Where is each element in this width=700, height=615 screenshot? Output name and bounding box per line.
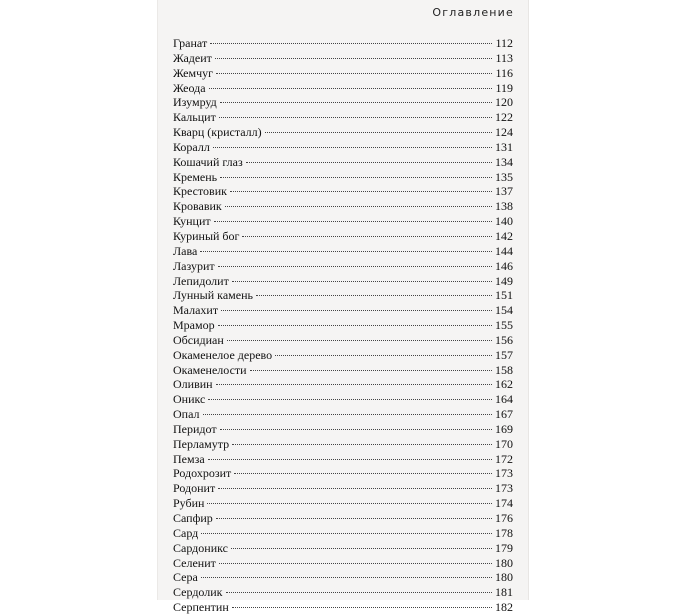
toc-entry-page-number: 142 [495,228,513,243]
toc-entry-page-number: 156 [495,332,513,347]
toc-entry-page-number: 173 [495,481,513,496]
toc-entry-page-number: 154 [495,303,513,318]
toc-entry [173,585,513,600]
toc-entry [173,125,513,140]
toc-entry [173,51,513,66]
toc-entry-page-number: 176 [495,511,513,525]
dot-leader [250,370,492,371]
toc-entry-page-number: 138 [495,199,513,214]
toc-entry-title: Сард [173,525,199,540]
toc-entry [173,481,513,496]
toc-entry [173,556,513,571]
toc-entry-page-number: 119 [495,80,513,95]
toc-entry-title: Гранат [173,36,208,50]
toc-entry [173,526,513,541]
toc-entry-page-number: 172 [495,451,513,466]
toc-entry-page-number: 137 [495,184,513,199]
dot-leader [208,399,492,400]
toc-entry [173,303,513,318]
toc-entry-title: Кальцит [173,110,216,125]
toc-entry-page-number: 167 [495,407,513,422]
toc-entry [173,541,513,556]
toc-entry [173,81,513,96]
toc-entry-title: Кварц (кристалл) [173,125,262,140]
toc-entry [173,140,513,155]
toc-entry-title: Сапфир [173,511,213,525]
toc-entry [173,110,513,125]
dot-leader [200,251,492,252]
dot-leader [246,162,492,163]
toc-entry-page-number: 180 [495,555,513,570]
toc-entry-title: Кунцит [173,214,211,229]
dot-leader [227,340,492,341]
toc-entry-page-number: 140 [495,214,513,229]
toc-entry-title: Родонит [173,481,216,496]
dot-leader [220,429,492,430]
toc-entry [173,511,513,526]
toc-entry-title: Серпентин [173,600,229,615]
toc-entry-title: Родохрозит [173,466,232,481]
toc-entry-page-number: 134 [495,154,513,169]
toc-entry [173,570,513,585]
toc-entry-title: Куриный бог [173,228,240,243]
toc-entry-title: Кремень [173,169,218,184]
toc-entry-title: Перламутр [173,436,230,451]
toc-entry-title: Жемчуг [173,65,214,80]
dot-leader [234,473,492,474]
toc-entry-title: Кровавик [173,199,222,214]
toc-entry-title: Жадеит [173,50,212,65]
toc-entry [173,184,513,199]
dot-leader [215,58,493,59]
toc-entry-title: Окаменелое дерево [173,347,273,362]
table-of-contents [173,36,513,615]
toc-entry-title: Опал [173,407,200,422]
toc-entry-title: Рубин [173,496,205,511]
dot-leader [208,459,492,460]
toc-entry [173,259,513,274]
dot-leader [230,191,492,192]
toc-entry-title: Обсидиан [173,332,224,347]
toc-entry-page-number: 170 [495,436,513,451]
toc-entry-page-number: 158 [495,362,513,377]
toc-entry [173,600,513,615]
toc-entry-title: Лунный камень [173,288,253,303]
toc-entry [173,214,513,229]
toc-entry-page-number: 155 [495,318,513,333]
toc-entry [173,452,513,467]
toc-entry-title: Сардоникс [173,540,228,555]
toc-entry [173,437,513,452]
dot-leader [203,414,492,415]
toc-entry-title: Оливин [173,377,213,392]
toc-entry-page-number: 124 [495,125,513,140]
toc-entry-page-number: 164 [495,392,513,407]
toc-entry-page-number: 149 [495,273,513,288]
toc-entry [173,377,513,392]
toc-entry [173,155,513,170]
toc-entry [173,392,513,407]
dot-leader [220,102,492,103]
toc-entry-page-number: 174 [495,496,513,511]
toc-entry-title: Мрамор [173,318,215,333]
toc-entry [173,66,513,81]
toc-entry [173,288,513,303]
toc-entry [173,407,513,422]
toc-entry-page-number: 131 [495,139,513,154]
toc-entry-page-number: 180 [495,570,513,585]
toc-entry-page-number: 113 [495,50,513,65]
toc-entry-title: Крестовик [173,184,227,199]
toc-entry [173,333,513,348]
dot-leader [210,43,492,44]
toc-entry-page-number: 151 [495,288,513,303]
toc-entry [173,363,513,378]
toc-entry-title: Жеода [173,80,206,95]
toc-entry-page-number: 122 [495,110,513,125]
toc-entry-page-number: 135 [495,169,513,184]
dot-leader [216,518,492,519]
toc-entry [173,199,513,214]
toc-entry-page-number: 146 [495,258,513,273]
dot-leader [207,503,492,504]
toc-entry-page-number: 181 [495,585,513,600]
dot-leader [231,548,492,549]
toc-entry [173,274,513,289]
toc-entry-title: Окаменелости [173,362,247,377]
dot-leader [226,592,492,593]
toc-entry [173,348,513,363]
dot-leader [275,355,492,356]
dot-leader [221,310,492,311]
toc-entry-title: Перидот [173,421,217,436]
toc-entry-page-number: 162 [495,377,513,392]
dot-leader [225,206,492,207]
toc-entry-title: Сердолик [173,585,223,600]
dot-leader [242,236,492,237]
dot-leader [232,607,492,608]
toc-entry-page-number: 112 [495,36,513,50]
toc-entry-title: Изумруд [173,95,217,110]
toc-entry [173,318,513,333]
toc-entry-title: Лава [173,243,198,258]
toc-entry [173,170,513,185]
toc-entry [173,244,513,259]
dot-leader [201,533,492,534]
dot-leader [201,577,492,578]
dot-leader [213,147,492,148]
dot-leader [209,88,493,89]
dot-leader [219,563,492,564]
toc-entry-page-number: 157 [495,347,513,362]
toc-entry-page-number: 173 [495,466,513,481]
dot-leader [220,177,492,178]
toc-entry-page-number: 178 [495,525,513,540]
toc-entry-title: Кошачий глаз [173,154,243,169]
dot-leader [265,132,492,133]
toc-entry-page-number: 120 [495,95,513,110]
toc-entry-page-number: 182 [495,600,513,615]
dot-leader [216,73,492,74]
dot-leader [256,295,492,296]
toc-entry-title: Пемза [173,451,205,466]
toc-entry [173,496,513,511]
toc-entry-title: Оникс [173,392,206,407]
toc-entry-title: Лепидолит [173,273,229,288]
dot-leader [232,281,492,282]
dot-leader [218,325,492,326]
dot-leader [216,384,492,385]
toc-entry-title: Лазурит [173,258,215,273]
toc-entry-title: Сера [173,570,198,585]
running-head: Оглавление [432,6,514,19]
toc-entry [173,422,513,437]
toc-entry-title: Малахит [173,303,219,318]
toc-entry-page-number: 169 [495,421,513,436]
toc-entry [173,36,513,51]
dot-leader [219,117,492,118]
toc-entry-title: Селенит [173,555,216,570]
dot-leader [218,266,492,267]
dot-leader [218,488,492,489]
toc-entry [173,95,513,110]
toc-entry-title: Коралл [173,139,210,154]
toc-entry [173,466,513,481]
toc-entry-page-number: 179 [495,540,513,555]
dot-leader [214,221,492,222]
dot-leader [232,444,492,445]
toc-entry [173,229,513,244]
toc-entry-page-number: 144 [495,243,513,258]
toc-entry-page-number: 116 [495,65,513,80]
book-page [157,0,529,615]
